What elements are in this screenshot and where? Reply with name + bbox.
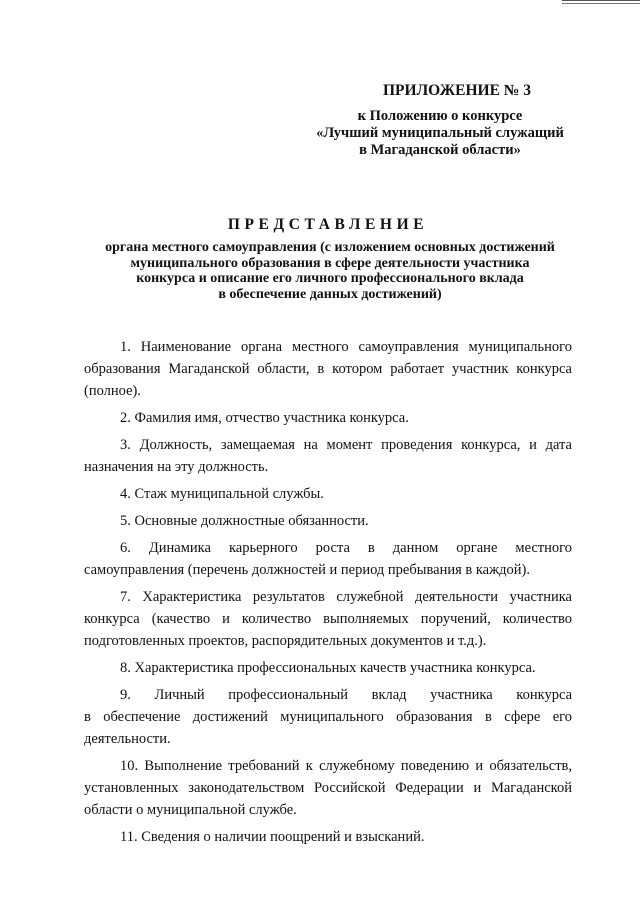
list-item (84, 657, 572, 679)
item-line: 11. Сведения о наличии поощрений и взысканий. (120, 829, 425, 845)
subtitle-line: муниципального образования в сфере деятельности участника (130, 255, 530, 271)
scan-edge-rule (562, 0, 640, 4)
items-list (84, 336, 572, 853)
appendix-line: «Лучший муниципальный служащий (316, 125, 564, 141)
item-line: установленных законодательством Российской Федерации и Магаданской (84, 780, 572, 796)
appendix-line: к Положению о конкурсе (357, 108, 523, 124)
item-line: 2. Фамилия имя, отчество участника конкурса. (120, 410, 409, 426)
item-line: области о муниципальной службе. (84, 802, 297, 818)
list-item (84, 755, 572, 821)
list-item (84, 407, 572, 429)
item-line: 9. Личный профессиональный вклад участника конкурса (120, 687, 572, 703)
list-item (84, 434, 572, 478)
item-line: подготовленных проектов, распорядительных документов и т.д.). (84, 633, 487, 649)
list-item (84, 336, 572, 402)
document-title: ПРЕДСТАВЛЕНИЕ (227, 216, 429, 233)
list-item (84, 586, 572, 652)
document-subtitle (70, 240, 590, 302)
appendix-line: в Магаданской области» (359, 142, 521, 158)
item-line: 8. Характеристика профессиональных качеств участника конкурса. (120, 660, 536, 676)
item-line: деятельности. (84, 731, 171, 747)
item-line: конкурса (качество и количество выполняемых поручений, количество (84, 611, 572, 627)
list-item (84, 483, 572, 505)
list-item (84, 684, 572, 750)
subtitle-line: конкурса и описание его личного профессионального вклада (136, 271, 524, 286)
list-item (84, 510, 572, 532)
item-line: назначения на эту должность. (84, 459, 269, 475)
item-line: 7. Характеристика результатов служебной деятельности участника (120, 589, 572, 605)
item-line: 3. Должность, замещаемая на момент проведения конкурса, и дата (120, 437, 572, 453)
item-line: 10. Выполнение требований к служебному поведению и обязательств, (120, 758, 572, 774)
subtitle-line: органа местного самоуправления (с изложением основных достижений (105, 240, 555, 255)
item-line: 5. Основные должностные обязанности. (120, 513, 369, 529)
list-item (84, 826, 572, 848)
appendix-header (300, 82, 580, 159)
subtitle-line: в обеспечение данных достижений) (218, 286, 442, 302)
list-item (84, 537, 572, 581)
item-line: 1. Наименование органа местного самоуправления муниципального (120, 339, 572, 355)
item-line: (полное). (84, 383, 141, 399)
item-line: самоуправления (перечень должностей и период пребывания в каждой). (84, 562, 530, 578)
appendix-number: ПРИЛОЖЕНИЕ № 3 (383, 82, 531, 99)
item-line: образования Магаданской области, в котором работает участник конкурса (84, 361, 572, 377)
item-line: 6. Динамика карьерного роста в данном органе местного (120, 540, 572, 556)
item-line: в обеспечение достижений муниципального образования в сфере его (84, 709, 572, 725)
item-line: 4. Стаж муниципальной службы. (120, 486, 324, 502)
